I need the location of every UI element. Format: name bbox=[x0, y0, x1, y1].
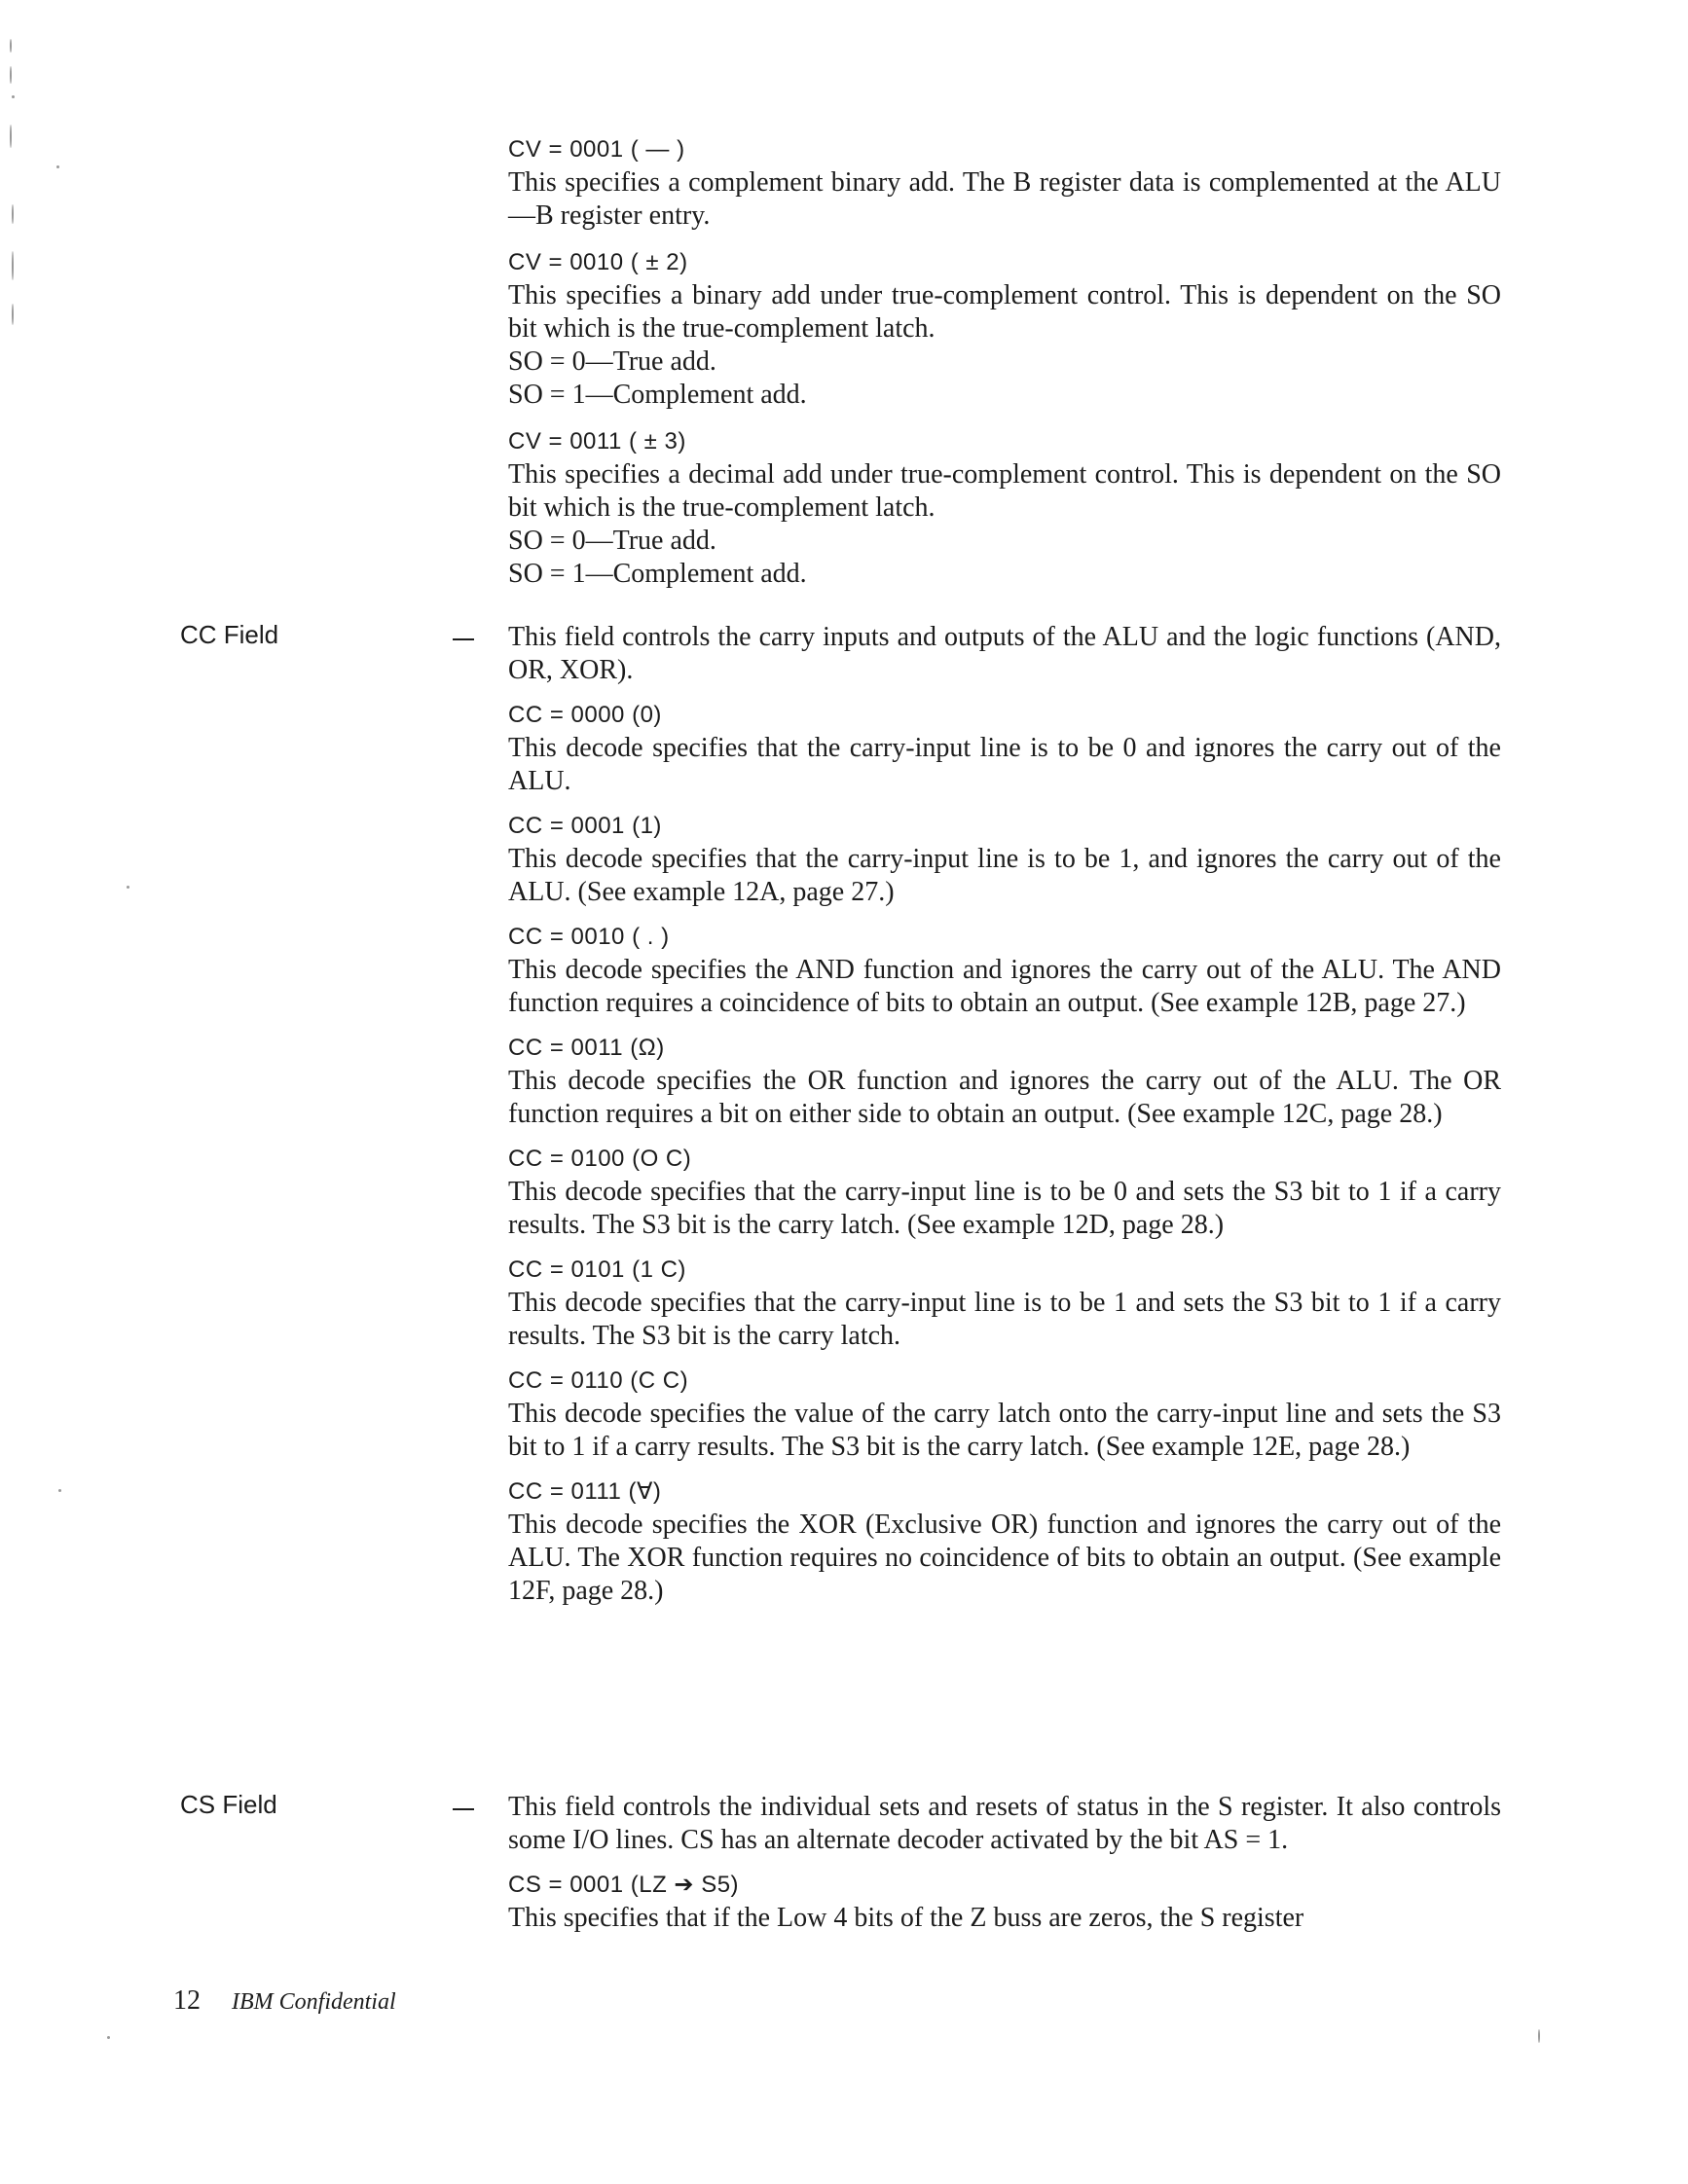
cc-code: CC = 0000 (0) bbox=[508, 702, 662, 728]
cv-code: CV = 0001 ( — ) bbox=[508, 136, 685, 163]
scan-speck bbox=[1538, 2029, 1540, 2043]
cs-entry bbox=[508, 1869, 1501, 1935]
cc-intro: This field controls the carry inputs and outputs of the ALU and the logic functions (AND, OR, XOR). bbox=[508, 622, 1501, 685]
cc-code: CC = 0101 (1 C) bbox=[508, 1256, 686, 1283]
cc-description: This decode specifies that the carry-input line is to be 1 and sets the S3 bit to 1 if a carry results. The S3 bit is the carry latch. bbox=[508, 1288, 1501, 1351]
scan-speck bbox=[58, 1489, 61, 1492]
cv-entry bbox=[508, 425, 1501, 591]
cc-description: This decode specifies the XOR (Exclusive OR) function and ignores the carry out of the ALU. The XOR function requires no coincidence of bits to obtain an output. (See example 12F, page 28.) bbox=[508, 1510, 1501, 1606]
cc-entry bbox=[508, 1254, 1501, 1353]
cs-code: CS = 0001 (LZ ➔ S5) bbox=[508, 1872, 740, 1898]
scan-speck bbox=[107, 2036, 110, 2039]
cc-description: This decode specifies that the carry-input line is to be 0 and sets the S3 bit to 1 if a carry results. The S3 bit is the carry latch. (See example 12D, page 28.) bbox=[508, 1177, 1501, 1240]
cc-entry bbox=[508, 1365, 1501, 1464]
cs-intro: This field controls the individual sets and resets of status in the S register. It also controls some I/O lines. CS has an alternate decoder activated by the bit AS = 1. bbox=[508, 1792, 1501, 1855]
cc-code: CC = 0011 (Ω) bbox=[508, 1035, 665, 1061]
cv-description: This specifies a decimal add under true-complement control. This is dependent on the SO bit which is the true-complement latch. bbox=[508, 459, 1501, 523]
cs-section bbox=[508, 1791, 1501, 1935]
page-footer bbox=[173, 1985, 396, 2017]
cv-entry bbox=[508, 133, 1501, 233]
cs-description: This specifies that if the Low 4 bits of the Z buss are zeros, the S register bbox=[508, 1903, 1304, 1933]
cc-description: This decode specifies that the carry-input line is to be 0 and ignores the carry out of the ALU. bbox=[508, 733, 1501, 796]
cc-description: This decode specifies the AND function and ignores the carry out of the ALU. The AND function requires a coincidence of bits to obtain an output. (See example 12B, page 27.) bbox=[508, 955, 1501, 1018]
cc-description: This decode specifies the OR function and ignores the carry out of the ALU. The OR function requires a bit on either side to obtain an output. (See example 12C, page 28.) bbox=[508, 1066, 1501, 1129]
cv-description: This specifies a complement binary add. The B register data is complemented at the ALU—B register entry. bbox=[508, 167, 1501, 231]
so-line: SO = 0—True add. bbox=[508, 346, 716, 377]
cc-code: CC = 0100 (O C) bbox=[508, 1146, 692, 1172]
cc-entry bbox=[508, 1143, 1501, 1242]
scan-speck bbox=[12, 204, 14, 224]
cc-description: This decode specifies that the carry-input line is to be 1, and ignores the carry out of the ALU. (See example 12A, page 27.) bbox=[508, 844, 1501, 907]
cs-field-dash bbox=[453, 1808, 474, 1810]
cc-section bbox=[508, 621, 1501, 1608]
so-line: SO = 1—Complement add. bbox=[508, 559, 807, 589]
scan-speck bbox=[56, 165, 59, 168]
so-line: SO = 1—Complement add. bbox=[508, 380, 807, 410]
scan-speck bbox=[12, 95, 15, 98]
cc-code: CC = 0001 (1) bbox=[508, 813, 662, 839]
cc-code: CC = 0110 (C C) bbox=[508, 1367, 689, 1394]
scan-speck bbox=[12, 304, 14, 325]
scan-speck bbox=[10, 125, 12, 148]
cc-entry bbox=[508, 1475, 1501, 1608]
scan-speck bbox=[10, 39, 12, 53]
cv-entry bbox=[508, 246, 1501, 412]
scan-speck bbox=[12, 251, 14, 280]
page-number: 12 bbox=[173, 1985, 201, 2016]
cv-section bbox=[508, 133, 1501, 591]
cc-code: CC = 0111 (∀) bbox=[508, 1478, 662, 1505]
confidential-notice: IBM Confidential bbox=[232, 1989, 396, 2015]
cc-entry bbox=[508, 921, 1501, 1020]
cv-code: CV = 0011 ( ± 3) bbox=[508, 428, 686, 455]
cv-description: This specifies a binary add under true-complement control. This is dependent on the SO bit which is the true-complement latch. bbox=[508, 280, 1501, 344]
cc-entry bbox=[508, 1032, 1501, 1131]
cv-code: CV = 0010 ( ± 2) bbox=[508, 249, 688, 275]
cc-code: CC = 0010 ( . ) bbox=[508, 924, 670, 950]
cs-field-label: CS Field bbox=[180, 1790, 277, 1819]
cc-description: This decode specifies the value of the carry latch onto the carry-input line and sets the S3 bit to 1 if a carry results. The S3 bit is the carry latch. (See example 12E, page 28.) bbox=[508, 1399, 1501, 1462]
cc-field-label: CC Field bbox=[180, 620, 279, 649]
scan-speck bbox=[10, 66, 12, 84]
scan-speck bbox=[127, 886, 129, 889]
so-line: SO = 0—True add. bbox=[508, 526, 716, 556]
cc-field-dash bbox=[453, 638, 474, 640]
cc-entry bbox=[508, 699, 1501, 798]
cc-entry bbox=[508, 810, 1501, 909]
